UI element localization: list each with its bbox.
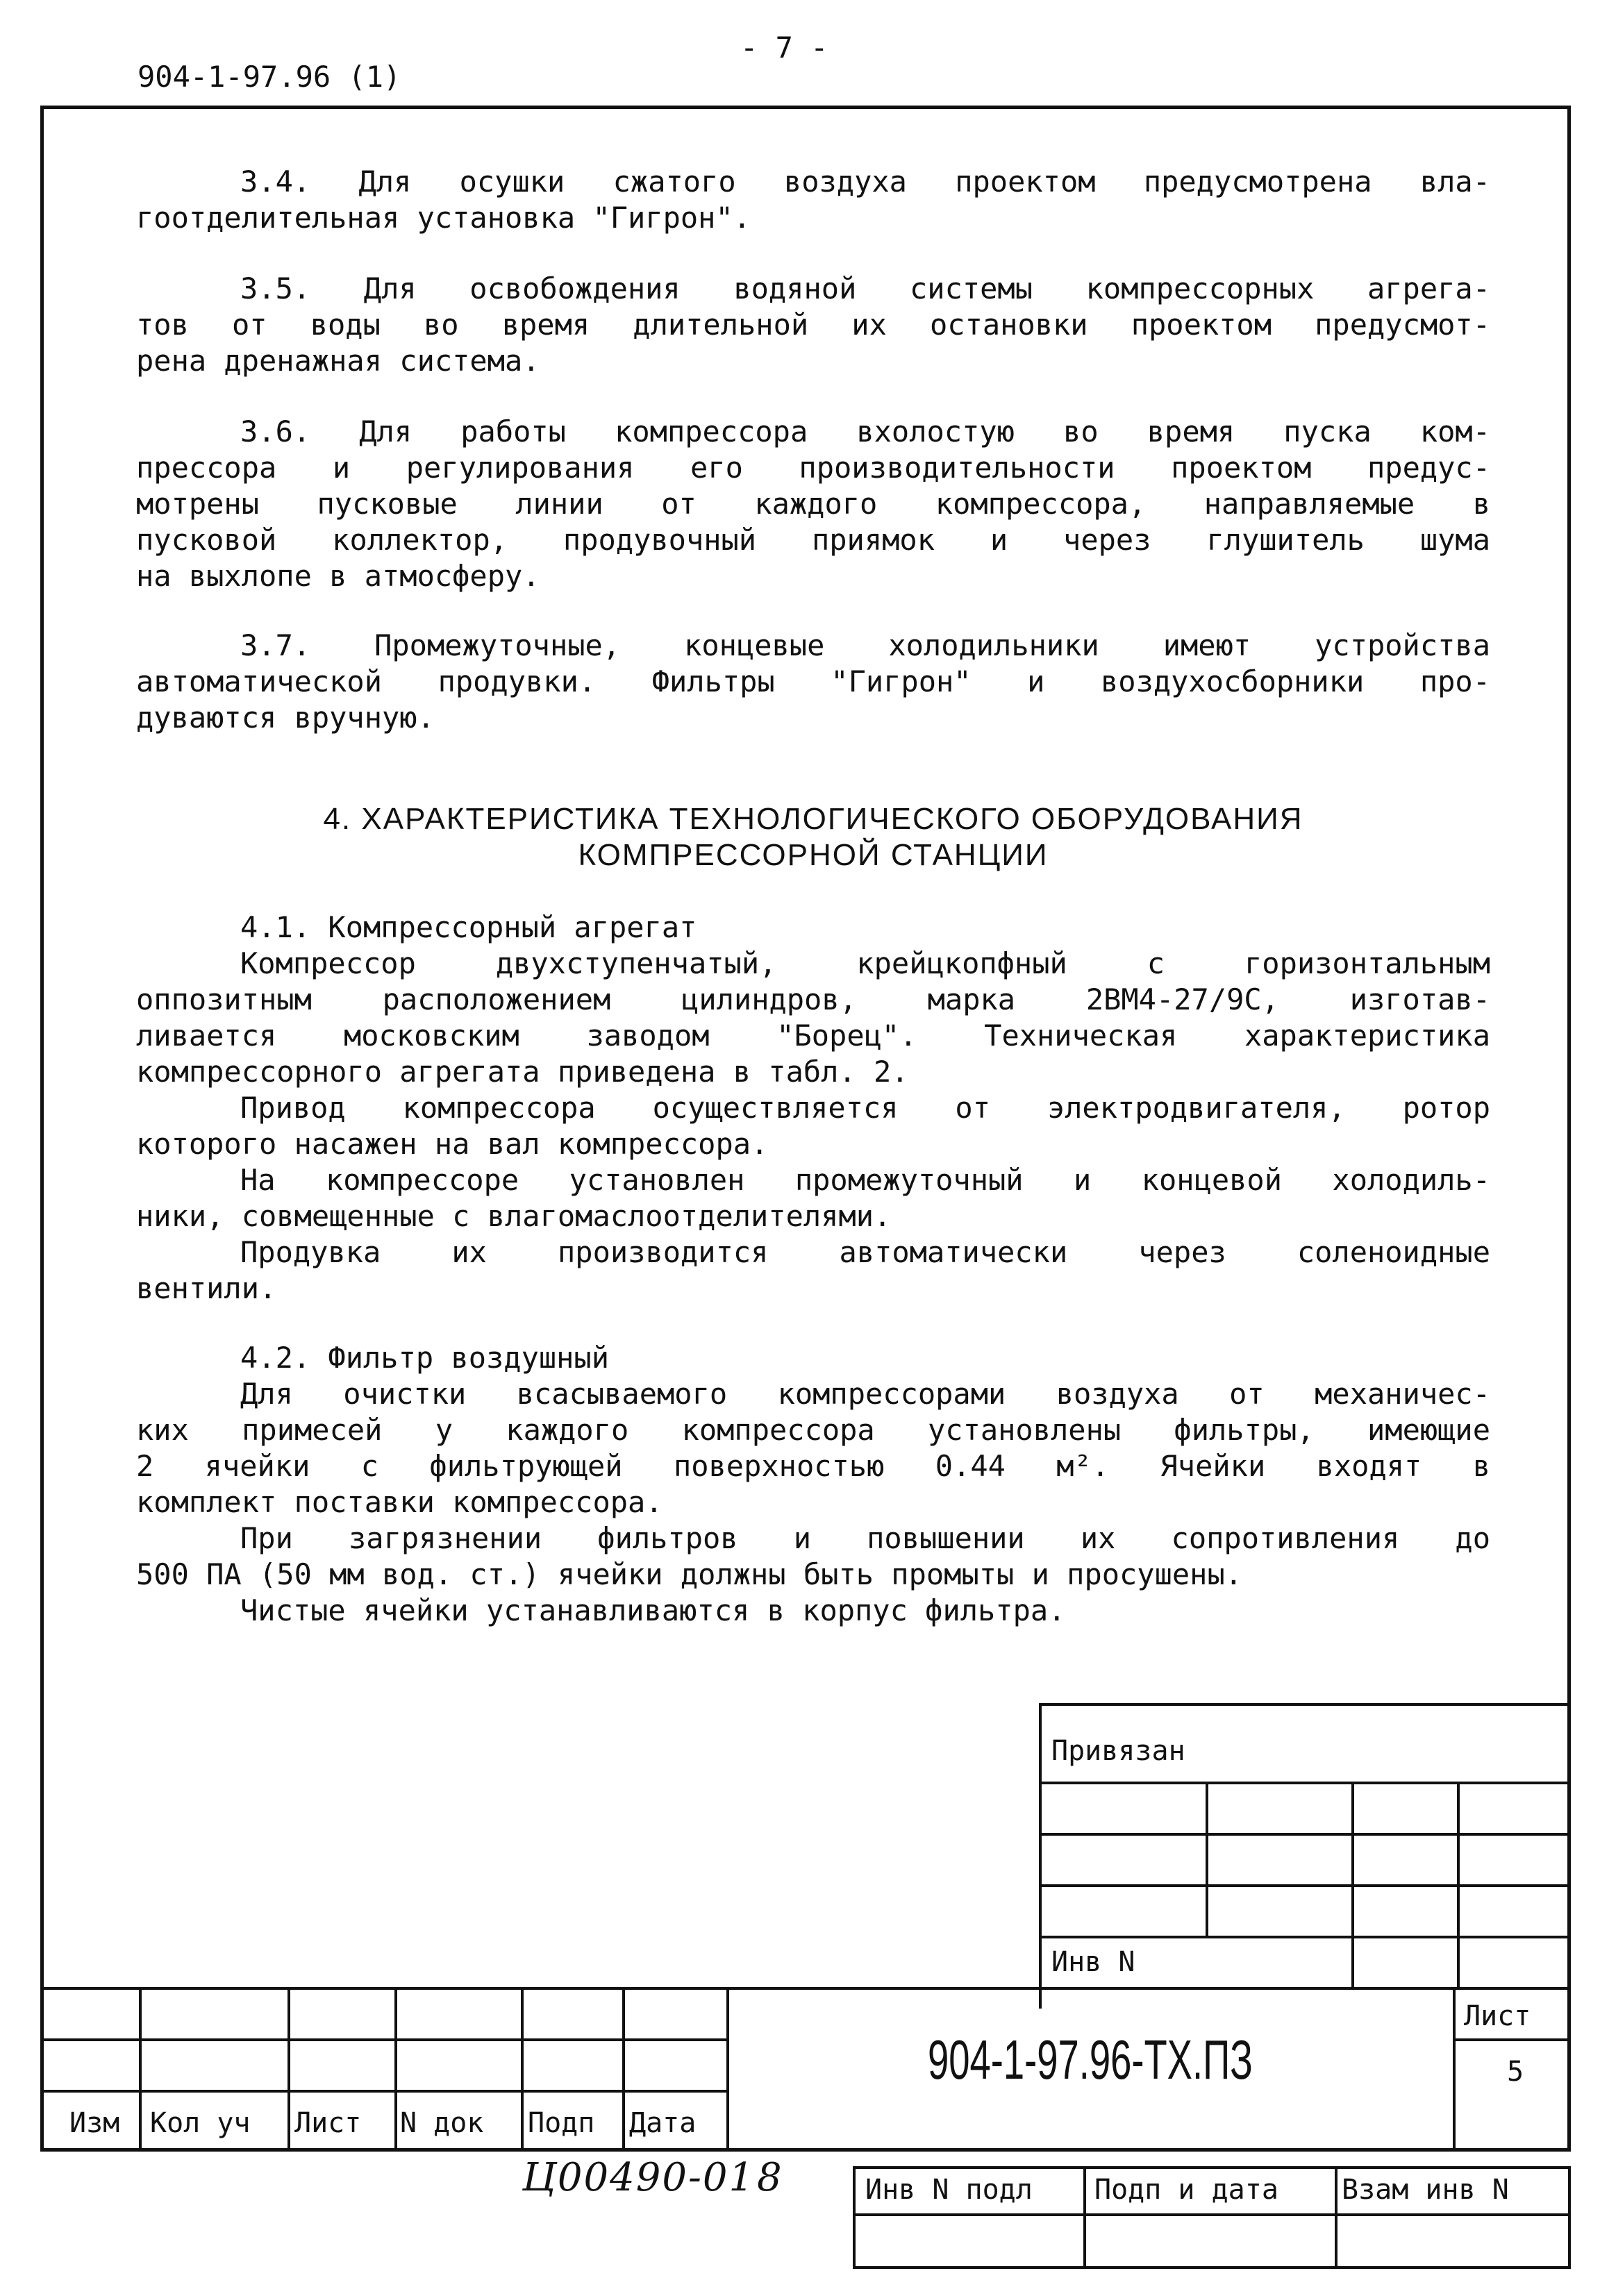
- section-4-title: 4. ХАРАКТЕРИСТИКА ТЕХНОЛОГИЧЕСКОГО ОБОРУДОВАНИЯ: [323, 802, 1303, 836]
- column-label: Лист: [294, 2107, 362, 2139]
- paragraph-4-2-line: 500 ПА (50 мм вод. ст.) ячейки должны быть промыты и просушены.: [136, 1557, 1243, 1591]
- column-label: Дата: [629, 2107, 697, 2139]
- replacement-inventory-label: Взам инв N: [1342, 2174, 1509, 2206]
- document-reference: 904-1-97.96 (1): [138, 60, 401, 94]
- page-number: - 7 -: [740, 31, 828, 65]
- paragraph-4-1-line: Компрессор двухступенчатый, крейцкопфный с горизонтальным: [240, 946, 1490, 980]
- paragraph-4-2-line: При загрязнении фильтров и повышении их сопротивления до: [240, 1521, 1490, 1555]
- paragraph-3-7-line: 3.7. Промежуточные, концевые холодильники имеют устройства: [240, 628, 1490, 662]
- section-4-subtitle: КОМПРЕССОРНОЙ СТАНЦИИ: [578, 838, 1049, 872]
- inventory-original-label: Инв N подл: [865, 2174, 1033, 2206]
- paragraph-3-6-line: на выхлопе в атмосферу.: [136, 559, 540, 593]
- signature-date-label: Подп и дата: [1094, 2174, 1278, 2206]
- paragraph-4-2-line: Для очистки всасываемого компрессорами воздуха от механичес-: [240, 1377, 1490, 1411]
- document-code: 904-1-97.96-ТХ.ПЗ: [927, 2029, 1253, 2090]
- paragraph-3-5-line: 3.5. Для освобождения водяной системы компрессорных агрега-: [240, 271, 1490, 305]
- paragraph-3-6-line: прессора и регулирования его производительности проектом предус-: [136, 451, 1490, 485]
- bound-label: Привязан: [1051, 1735, 1185, 1767]
- paragraph-3-7-line: дуваются вручную.: [136, 701, 435, 735]
- paragraph-3-7-line: автоматической продувки. Фильтры "Гигрон" и воздухосборники про-: [136, 664, 1490, 698]
- paragraph-4-2-line: 2 ячейки с фильтрующей поверхностью 0.44 м². Ячейки входят в: [136, 1449, 1490, 1483]
- sheet-number: 5: [1507, 2056, 1524, 2088]
- paragraph-4-1-line: ники, совмещенные с влагомаслоотделителями.: [136, 1199, 892, 1233]
- paragraph-3-5-line: рена дренажная система.: [136, 344, 540, 378]
- paragraph-3-6-line: 3.6. Для работы компрессора вхолостую во время пуска ком-: [240, 414, 1490, 449]
- paragraph-3-5-line: тов от воды во время длительной их остановки проектом предусмот-: [136, 308, 1490, 342]
- paragraph-4-1-line: На компрессоре установлен промежуточный и концевой холодиль-: [240, 1163, 1490, 1197]
- paragraph-4-1-line: которого насажен на вал компрессора.: [136, 1127, 769, 1161]
- paragraph-4-1-line: вентили.: [136, 1271, 277, 1305]
- handwritten-code: Ц00490-01: [522, 2155, 756, 2200]
- paragraph-4-1-line: Привод компрессора осуществляется от электродвигателя, ротор: [240, 1091, 1490, 1125]
- paragraph-4-1-line: Продувка их производится автоматически через соленоидные: [240, 1235, 1490, 1269]
- paragraph-4-2-line: ких примесей у каждого компрессора установлены фильтры, имеющие: [136, 1413, 1490, 1447]
- paragraph-3-6-line: пусковой коллектор, продувочный приямок и через глушитель шума: [136, 523, 1490, 557]
- column-label: Кол уч: [150, 2107, 251, 2139]
- column-label: N док: [400, 2107, 484, 2139]
- paragraph-3-4-line: гоотделительная установка "Гигрон".: [136, 201, 751, 235]
- column-label: Изм: [69, 2107, 120, 2139]
- paragraph-4-2-line: Чистые ячейки устанавливаются в корпус фильтра.: [240, 1593, 1066, 1627]
- handwritten-number: 8: [757, 2155, 783, 2200]
- paragraph-4-2-line: комплект поставки компрессора.: [136, 1485, 663, 1519]
- paragraph-4-1-line: оппозитным расположением цилиндров, марка 2ВМ4-27/9С, изготав-: [136, 982, 1490, 1016]
- inventory-label: Инв N: [1051, 1946, 1135, 1978]
- paragraph-4-1-heading: 4.1. Компрессорный агрегат: [240, 910, 697, 944]
- paragraph-4-1-line: компрессорного агрегата приведена в табл. 2.: [136, 1055, 909, 1089]
- sheet-label: Лист: [1464, 2000, 1531, 2032]
- paragraph-4-1-line: ливается московским заводом "Борец". Техническая характеристика: [136, 1019, 1490, 1053]
- column-label: Подп: [528, 2107, 595, 2139]
- paragraph-4-2-heading: 4.2. Фильтр воздушный: [240, 1341, 610, 1375]
- paragraph-3-6-line: мотрены пусковые линии от каждого компрессора, направляемые в: [136, 487, 1490, 521]
- paragraph-3-4-line: 3.4. Для осушки сжатого воздуха проектом предусмотрена вла-: [240, 165, 1490, 199]
